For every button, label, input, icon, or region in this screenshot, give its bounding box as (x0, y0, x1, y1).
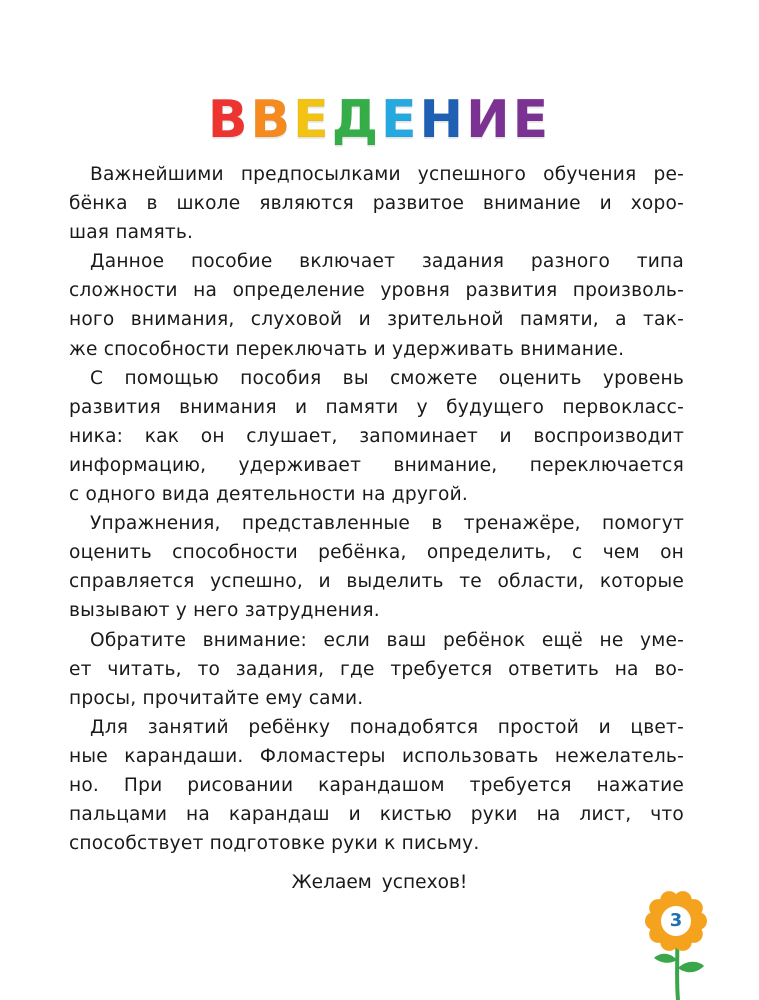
text-line-content: Для занятий ребёнку понадобятся простой и цвет- (90, 716, 684, 738)
text-line-content: с одного вида деятельности на другой. (69, 484, 468, 506)
text-line-content: оценить способности ребёнка, определить, с чем он (69, 542, 684, 564)
title-letter: И (466, 90, 513, 150)
body-text (69, 160, 684, 858)
flower-icon (640, 888, 720, 1000)
text-line (69, 829, 684, 858)
text-line-content: Важнейшими предпосылками успешного обучения ре- (90, 164, 684, 185)
text-line-content: вызывают у него затруднения. (69, 600, 380, 622)
text-line-content: же способности переключать и удерживать внимание. (69, 338, 625, 360)
page-number: 3 (669, 910, 683, 931)
text-line (69, 189, 684, 218)
text-line-content: Данное пособие включает задания разного типа (90, 251, 684, 273)
text-line (69, 800, 684, 829)
title-letter: Е (381, 90, 420, 150)
closing-line: Желаем успехов! (291, 872, 468, 893)
text-line (69, 335, 684, 364)
text-line (69, 538, 684, 567)
text-line-content: ника: как он слушает, запоминает и воспроизводит (69, 425, 684, 447)
text-line (69, 247, 684, 276)
title-letter: В (250, 90, 294, 150)
title-letter: Н (419, 90, 467, 150)
text-line-content: информацию, удерживает внимание, переключается (69, 454, 684, 476)
text-line (69, 480, 684, 509)
title-letter: Д (331, 90, 381, 150)
text-line-content: пальцами на карандаш и кистью руки на лист, что (69, 804, 684, 826)
text-line-content: С помощью пособия вы сможете оценить уровень (90, 367, 684, 389)
text-line-content: бёнка в школе являются развитое внимание и хоро- (69, 193, 684, 215)
text-line (69, 567, 684, 596)
text-line-content: развития внимания и памяти у будущего первокласс- (69, 396, 684, 418)
page-title (0, 90, 759, 150)
title-letter: Е (293, 90, 332, 150)
text-line (69, 509, 684, 538)
text-line (69, 596, 684, 625)
text-line (69, 655, 684, 684)
text-line-content: Упражнения, представленные в тренажёре, помогут (90, 513, 684, 535)
text-line (69, 422, 684, 451)
text-line-content: шая память. (69, 222, 194, 244)
text-line-content: но. При рисовании карандашом требуется нажатие (69, 774, 684, 796)
text-line (69, 364, 684, 393)
text-line-content: просы, прочитайте ему сами. (69, 687, 364, 709)
text-line (69, 771, 684, 800)
text-line (69, 160, 684, 189)
text-line (69, 626, 684, 655)
text-line-content: Обратите внимание: если ваш ребёнок ещё не уме- (90, 629, 684, 651)
text-line (69, 451, 684, 480)
text-line (69, 684, 684, 713)
flower-leaf-right (678, 962, 704, 973)
text-line (69, 393, 684, 422)
text-line (69, 305, 684, 334)
title-letter: В (207, 90, 251, 150)
text-line-content: ет читать, то задания, где требуется ответить на во- (69, 658, 684, 680)
text-line-content: ного внимания, слуховой и зрительной памяти, а так- (69, 309, 684, 331)
text-line (69, 713, 684, 742)
text-line (69, 276, 684, 305)
text-line-content: сложности на определение уровня развития произволь- (69, 280, 684, 302)
text-line (69, 742, 684, 771)
text-line-content: справляется успешно, и выделить те области, которые (69, 571, 684, 593)
text-line-content: способствует подготовке руки к письму. (69, 833, 480, 855)
text-line-content: ные карандаши. Фломастеры использовать нежелатель- (69, 745, 684, 767)
text-line (69, 218, 684, 247)
title-letter: Е (512, 90, 552, 150)
flower-leaf-left (654, 954, 677, 963)
